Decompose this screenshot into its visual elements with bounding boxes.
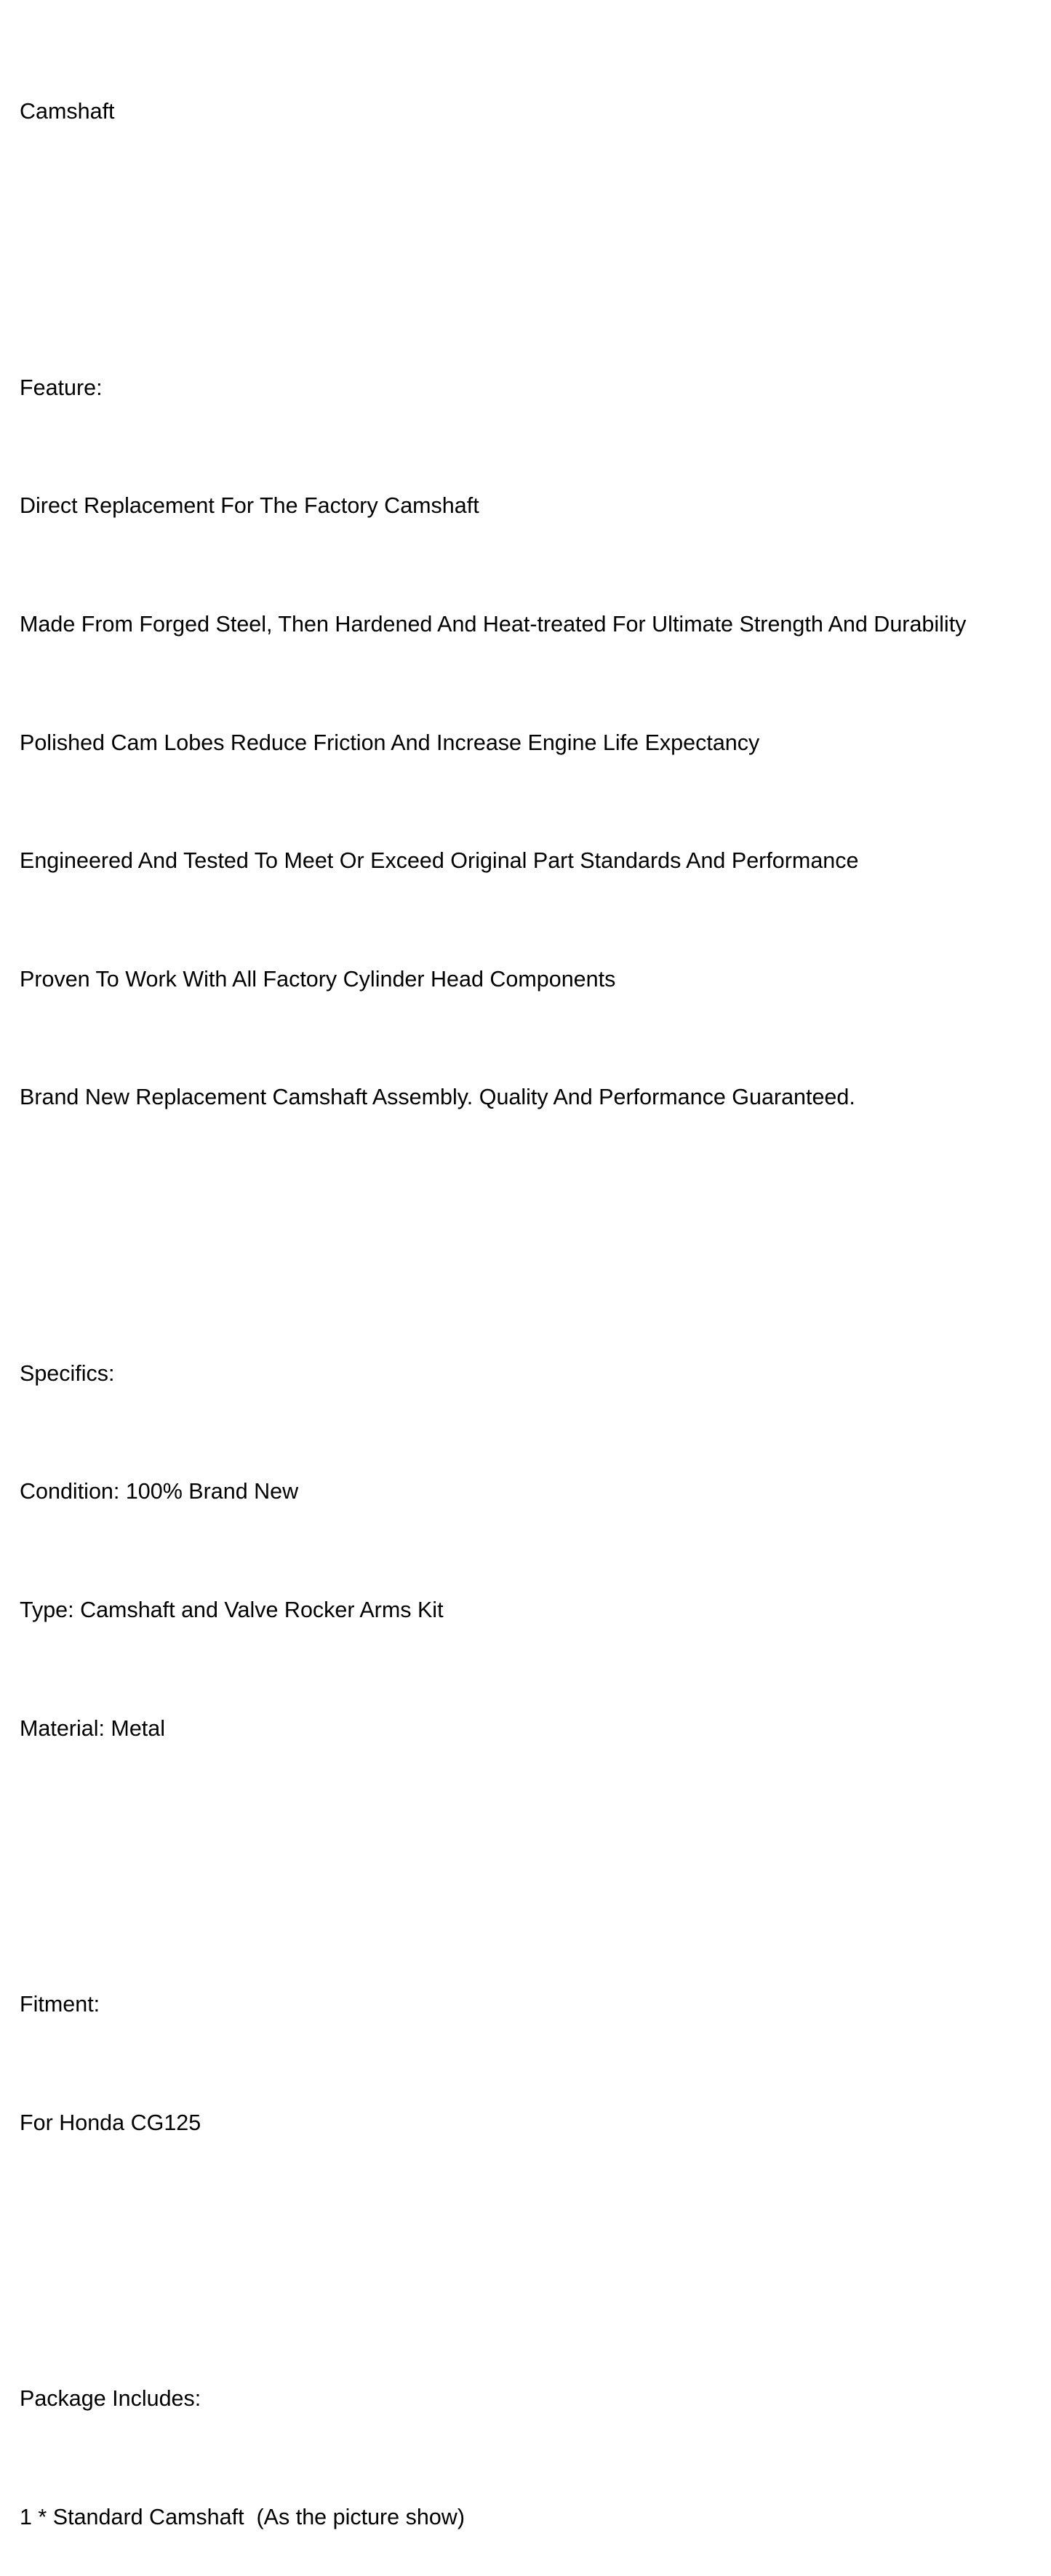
fitment-heading: Fitment: [20, 1991, 100, 2017]
feature-item: Proven To Work With All Factory Cylinder Head Components [20, 966, 616, 992]
product-description [20, 13, 1044, 2576]
spacer [20, 1827, 1044, 1866]
spacer [20, 2221, 1044, 2260]
spacer [20, 210, 1044, 250]
package-heading: Package Includes: [20, 2385, 201, 2411]
specifics-item: Type: Camshaft and Valve Rocker Arms Kit [20, 1597, 444, 1622]
feature-item: Brand New Replacement Camshaft Assembly. Quality And Performance Guaranteed. [20, 1085, 855, 1110]
specifics-heading: Specifics: [20, 1360, 115, 1386]
feature-item: Direct Replacement For The Factory Camshaft [20, 493, 479, 519]
feature-item: Engineered And Tested To Meet Or Exceed Original Part Standards And Performance [20, 848, 859, 874]
specifics-item: Condition: 100% Brand New [20, 1479, 299, 1504]
package-item: 1 * Standard Camshaft (As the picture show) [20, 2504, 465, 2529]
specifics-item: Material: Metal [20, 1715, 166, 1741]
document-title: Camshaft [20, 99, 115, 124]
feature-heading: Feature: [20, 375, 103, 400]
feature-item: Made From Forged Steel, Then Hardened And Heat-treated For Ultimate Strength And Durability [20, 611, 967, 637]
fitment-item: For Honda CG125 [20, 2110, 201, 2135]
feature-item: Polished Cam Lobes Reduce Friction And Increase Engine Life Expectancy [20, 730, 760, 755]
spacer [20, 1196, 1044, 1235]
